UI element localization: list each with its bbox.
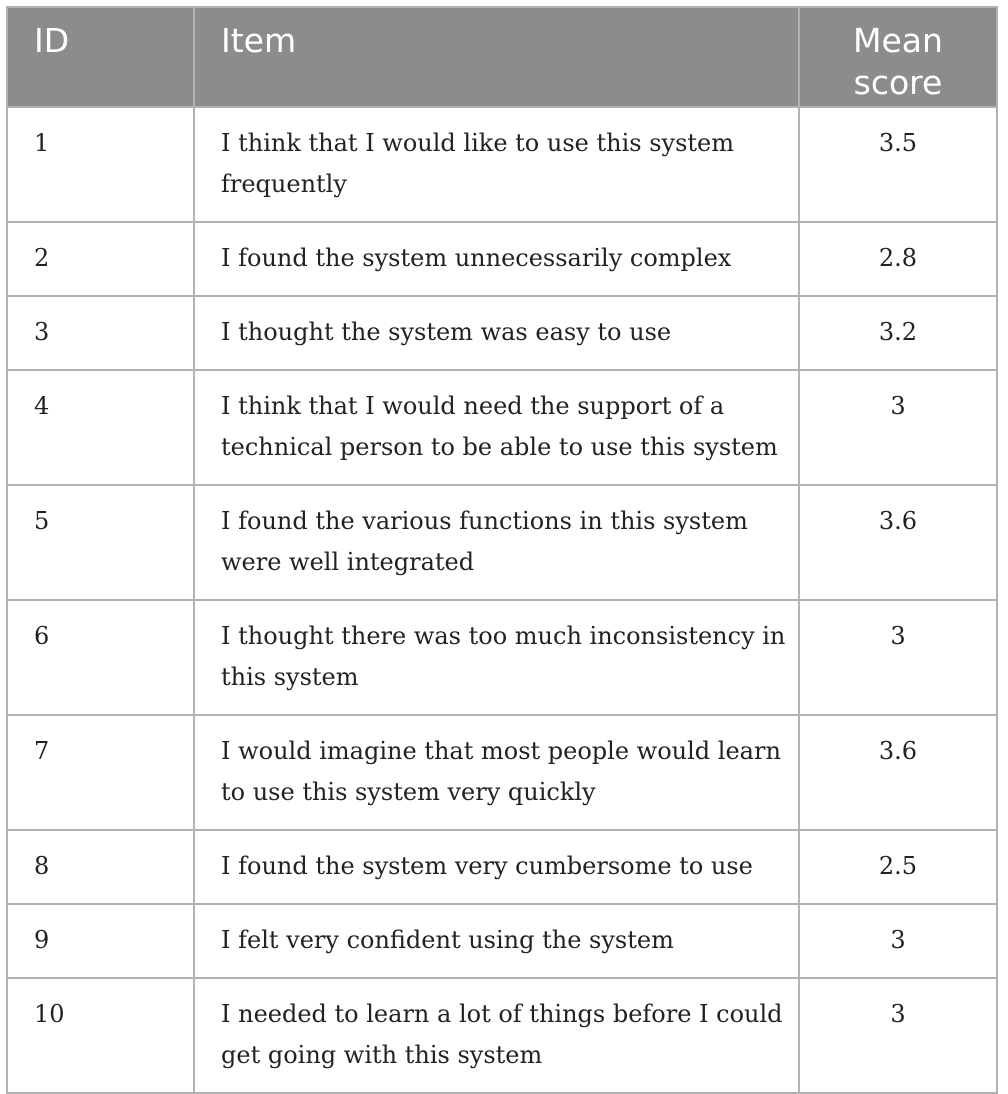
row-id: 5	[7, 485, 194, 600]
row-item-line2: this system	[221, 663, 359, 691]
table-row	[7, 978, 997, 1093]
row-item-line1: I felt very confident using the system	[221, 926, 674, 954]
row-item	[194, 715, 799, 830]
table-body	[7, 107, 997, 1093]
row-id: 2	[7, 222, 194, 296]
row-item	[194, 296, 799, 370]
table-header	[7, 7, 997, 107]
table-row	[7, 485, 997, 600]
row-item-line2: were well integrated	[221, 548, 475, 576]
row-mean-score: 3	[799, 600, 997, 715]
row-item	[194, 978, 799, 1093]
table-row	[7, 370, 997, 485]
table-row	[7, 222, 997, 296]
table-row	[7, 904, 997, 978]
header-mean-score-line1: Mean	[853, 21, 943, 60]
row-item-line2: to use this system very quickly	[221, 778, 596, 806]
row-item	[194, 222, 799, 296]
row-item	[194, 370, 799, 485]
row-id: 7	[7, 715, 194, 830]
row-item-line1: I needed to learn a lot of things before I could	[221, 1000, 783, 1028]
row-item-line2: get going with this system	[221, 1041, 543, 1069]
row-item-line1: I found the various functions in this system	[221, 507, 748, 535]
header-item: Item	[194, 7, 799, 107]
row-mean-score: 3.2	[799, 296, 997, 370]
row-mean-score: 2.5	[799, 830, 997, 904]
header-mean-score-line2: score	[853, 63, 943, 102]
row-id: 4	[7, 370, 194, 485]
row-id: 3	[7, 296, 194, 370]
row-mean-score: 3	[799, 370, 997, 485]
header-mean-score	[799, 7, 997, 107]
sus-score-table	[6, 6, 998, 1094]
row-item	[194, 600, 799, 715]
row-item	[194, 830, 799, 904]
row-mean-score: 3.5	[799, 107, 997, 222]
row-id: 10	[7, 978, 194, 1093]
row-item-line1: I would imagine that most people would learn	[221, 737, 781, 765]
table-container	[6, 6, 998, 1094]
row-item-line1: I found the system very cumbersome to use	[221, 852, 753, 880]
row-item	[194, 904, 799, 978]
table-row	[7, 600, 997, 715]
row-mean-score: 3	[799, 904, 997, 978]
row-id: 8	[7, 830, 194, 904]
row-mean-score: 3.6	[799, 485, 997, 600]
row-item-line1: I think that I would like to use this system	[221, 129, 734, 157]
table-row	[7, 107, 997, 222]
row-mean-score: 3.6	[799, 715, 997, 830]
row-item-line1: I think that I would need the support of a	[221, 392, 725, 420]
row-mean-score: 2.8	[799, 222, 997, 296]
row-id: 1	[7, 107, 194, 222]
row-id: 6	[7, 600, 194, 715]
row-item-line1: I thought there was too much inconsistency in	[221, 622, 786, 650]
row-item-line2: frequently	[221, 170, 347, 198]
row-mean-score: 3	[799, 978, 997, 1093]
table-row	[7, 715, 997, 830]
row-item-line1: I found the system unnecessarily complex	[221, 244, 732, 272]
header-row	[7, 7, 997, 107]
table-row	[7, 830, 997, 904]
row-id: 9	[7, 904, 194, 978]
header-id: ID	[7, 7, 194, 107]
row-item	[194, 107, 799, 222]
row-item-line1: I thought the system was easy to use	[221, 318, 672, 346]
table-row	[7, 296, 997, 370]
row-item	[194, 485, 799, 600]
row-item-line2: technical person to be able to use this system	[221, 433, 778, 461]
